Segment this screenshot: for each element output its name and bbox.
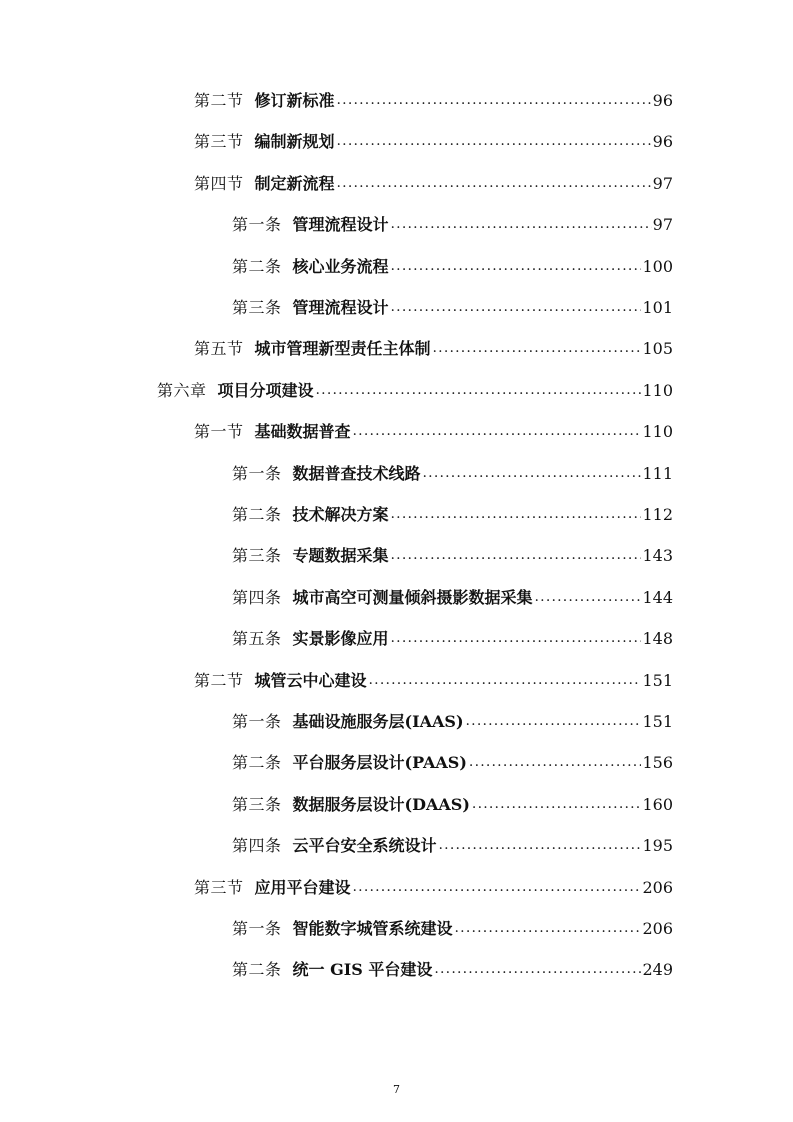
dot-leader <box>391 260 642 274</box>
toc-entry-title: 管理流程设计 <box>292 215 389 235</box>
dot-leader <box>455 922 642 936</box>
dot-leader <box>391 508 642 522</box>
toc-entry-number: 第二条 <box>232 505 282 524</box>
toc-entry[interactable] <box>194 335 673 359</box>
toc-entry[interactable] <box>232 294 673 318</box>
dot-leader <box>535 591 642 605</box>
dot-leader <box>391 632 642 646</box>
toc-entry-number: 第二节 <box>194 670 244 690</box>
dot-leader <box>369 674 642 688</box>
toc-entry-page: 97 <box>652 173 673 193</box>
toc-entry-number: 第四条 <box>232 587 282 607</box>
toc-entry-page: 112 <box>642 505 673 524</box>
toc-entry-title: 专题数据采集 <box>292 546 389 566</box>
dot-leader <box>391 549 642 563</box>
toc-entry-number: 第一条 <box>232 463 282 483</box>
toc-entry-title: 基础设施服务层(IAAS) <box>292 712 464 731</box>
toc-entry-number: 第三条 <box>232 298 282 317</box>
toc-entry-page: 160 <box>642 794 673 814</box>
toc-entry-page: 249 <box>642 960 673 980</box>
toc-entry-number: 第六章 <box>157 380 207 400</box>
toc-entry-page: 96 <box>652 132 673 152</box>
toc-entry-title: 平台服务层设计(PAAS) <box>292 753 467 773</box>
toc-entry-title: 城管云中心建设 <box>254 670 367 690</box>
toc-entry-page: 156 <box>642 753 673 773</box>
toc-entry-title: 技术解决方案 <box>292 505 389 524</box>
toc-entry-page: 151 <box>642 670 673 690</box>
toc-entry-page: 144 <box>642 587 673 607</box>
toc-entry-page: 100 <box>642 256 673 276</box>
toc-entry-page: 206 <box>642 919 673 938</box>
dot-leader <box>316 384 642 398</box>
toc-entry-page: 105 <box>642 339 673 359</box>
toc-entry-title: 数据普查技术线路 <box>292 463 421 483</box>
toc-entry[interactable] <box>194 874 673 898</box>
toc-entry-page: 148 <box>642 629 673 649</box>
toc-entry-number: 第五节 <box>194 339 244 359</box>
toc-entry-title: 城市管理新型责任主体制 <box>254 339 431 359</box>
toc-entry-number: 第四条 <box>232 836 282 856</box>
toc-entry[interactable] <box>232 542 673 566</box>
toc-entry[interactable] <box>194 667 673 691</box>
toc-entry-page: 195 <box>642 836 673 856</box>
toc-entry[interactable] <box>232 584 673 608</box>
dot-leader <box>337 135 652 149</box>
dot-leader <box>353 881 642 895</box>
toc-entry[interactable] <box>194 87 673 111</box>
toc-entry[interactable] <box>232 956 673 980</box>
toc-entry-page: 101 <box>642 298 673 317</box>
toc-entry-number: 第一条 <box>232 919 282 938</box>
toc-entry-title: 应用平台建设 <box>254 877 351 897</box>
toc-entry-title: 基础数据普查 <box>254 422 351 442</box>
toc-entry-page: 206 <box>642 877 673 897</box>
dot-leader <box>472 798 642 812</box>
toc-entry-number: 第一条 <box>232 712 282 731</box>
toc-entry-number: 第三条 <box>232 794 282 814</box>
toc-entry-title: 修订新标准 <box>254 91 335 110</box>
toc-entry-page: 143 <box>642 546 673 566</box>
dot-leader <box>391 218 652 232</box>
toc-entry-number: 第三节 <box>194 132 244 152</box>
toc-entry-page: 97 <box>652 215 673 235</box>
toc-entry-title: 城市高空可测量倾斜摄影数据采集 <box>292 587 533 607</box>
toc-entry[interactable] <box>194 170 673 194</box>
toc-entry-title: 数据服务层设计(DAAS) <box>292 794 470 814</box>
toc-entry-title: 云平台安全系统设计 <box>292 836 437 856</box>
toc-entry[interactable] <box>232 915 673 939</box>
dot-leader <box>423 467 642 481</box>
toc-entry-title: 制定新流程 <box>254 173 335 193</box>
dot-leader <box>337 177 652 191</box>
toc-entry[interactable] <box>232 211 673 235</box>
dot-leader <box>337 94 652 108</box>
toc-entry-title: 编制新规划 <box>254 132 335 152</box>
toc-entry[interactable] <box>157 377 673 401</box>
toc-entry-title: 智能数字城管系统建设 <box>292 919 453 938</box>
toc-entry-number: 第一条 <box>232 215 282 235</box>
toc-entry[interactable] <box>194 128 673 152</box>
toc-entry-number: 第二条 <box>232 256 282 276</box>
toc-entry-number: 第一节 <box>194 422 244 442</box>
toc-entry-title: 管理流程设计 <box>292 298 389 317</box>
toc-entry[interactable] <box>232 708 673 732</box>
toc-entry[interactable] <box>232 501 673 525</box>
dot-leader <box>466 715 642 729</box>
dot-leader <box>439 839 642 853</box>
toc-entry[interactable] <box>232 749 673 773</box>
toc-entry-page: 96 <box>652 91 673 110</box>
toc-entry-title: 核心业务流程 <box>292 256 389 276</box>
toc-entry-page: 110 <box>642 422 673 442</box>
dot-leader <box>469 756 642 770</box>
toc-entry-page: 110 <box>642 380 673 400</box>
dot-leader <box>433 342 642 356</box>
toc-entry-number: 第四节 <box>194 173 244 193</box>
toc-entry[interactable] <box>232 253 673 277</box>
toc-entry-number: 第三条 <box>232 546 282 566</box>
toc-entry[interactable] <box>232 625 673 649</box>
toc-entry[interactable] <box>232 832 673 856</box>
toc-entry-number: 第二节 <box>194 91 244 110</box>
dot-leader <box>434 963 641 977</box>
toc-entry[interactable] <box>232 791 673 815</box>
toc-entry-number: 第五条 <box>232 629 282 649</box>
toc-entry-page: 111 <box>642 463 673 483</box>
page-number: 7 <box>393 1083 400 1096</box>
toc-entry[interactable] <box>194 418 673 442</box>
toc-entry-title: 实景影像应用 <box>292 629 389 649</box>
toc-entry-number: 第三节 <box>194 877 244 897</box>
toc-entry[interactable] <box>232 460 673 484</box>
toc-entry-number: 第二条 <box>232 753 282 773</box>
toc-entry-title: 统一 GIS 平台建设 <box>292 960 433 980</box>
dot-leader <box>391 301 642 315</box>
dot-leader <box>353 425 642 439</box>
toc-entry-title: 项目分项建设 <box>217 380 314 400</box>
toc-entry-number: 第二条 <box>232 960 282 980</box>
toc-entry-page: 151 <box>642 712 673 731</box>
